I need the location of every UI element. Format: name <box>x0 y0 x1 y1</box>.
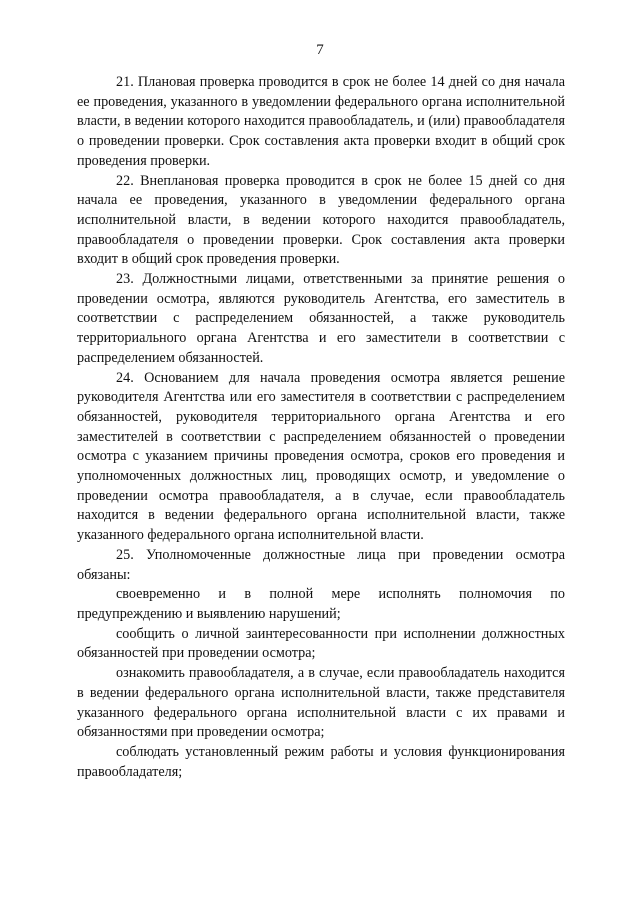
list-item-duty-4: соблюдать установленный режим работы и условия функционирования правообладателя; <box>77 743 565 780</box>
paragraph-21: 21. Плановая проверка проводится в срок не более 14 дней со дня начала ее проведения, указанного в уведомлении федерального органа исполнительной власти, в ведении которого находится правообладатель, и (или) правообладателя о проведении проверки. Срок составления акта проверки входит в общий срок проведения проверки. <box>77 74 565 169</box>
list-item-duty-1: своевременно и в полной мере исполнять полномочия по предупреждению и выявлению нарушений; <box>77 586 565 622</box>
list-item-duty-3: ознакомить правообладателя, а в случае, если правообладатель находится в ведении федерального органа исполнительной власти, также представителя указанного федерального органа исполнительной власти с их правами и обязанностями при проведении осмотра; <box>77 665 565 741</box>
document-body <box>77 73 565 782</box>
page-number: 7 <box>316 42 324 58</box>
list-item-duty-2: сообщить о личной заинтересованности при исполнении должностных обязанностей при проведении осмотра; <box>77 625 565 662</box>
paragraph-22: 22. Внеплановая проверка проводится в срок не более 15 дней со дня начала ее проведения, указанного в уведомлении федерального органа исполнительной власти, в ведении которого находится правообладатель, правообладателя о проведении проверки. Срок составления акта проверки входит в общий срок проведения проверки. <box>77 172 565 268</box>
paragraph-24: 24. Основанием для начала проведения осмотра является решение руководителя Агентства или его заместителя в соответствии с распределением обязанностей, руководителя территориального органа Агентства и его заместителей в соответствии с распределением обязанностей о проведении осмотра с указанием причины проведения осмотра, сроков его проведения и уполномоченных должностных лиц, проводящих осмотр, и уведомление о проведении осмотра правообладателя, а в случае, если правообладатель находится в ведении федерального органа исполнительной власти, также указанного федерального органа исполнительной власти. <box>77 369 565 544</box>
paragraph-23: 23. Должностными лицами, ответственными за принятие решения о проведении осмотра, являются руководитель Агентства, его заместитель в соответствии с распределением обязанностей, а также руководитель территориального органа Агентства и его заместители в соответствии с распределением обязанностей. <box>77 271 565 366</box>
paragraph-25: 25. Уполномоченные должностные лица при проведении осмотра обязаны: <box>77 546 565 583</box>
